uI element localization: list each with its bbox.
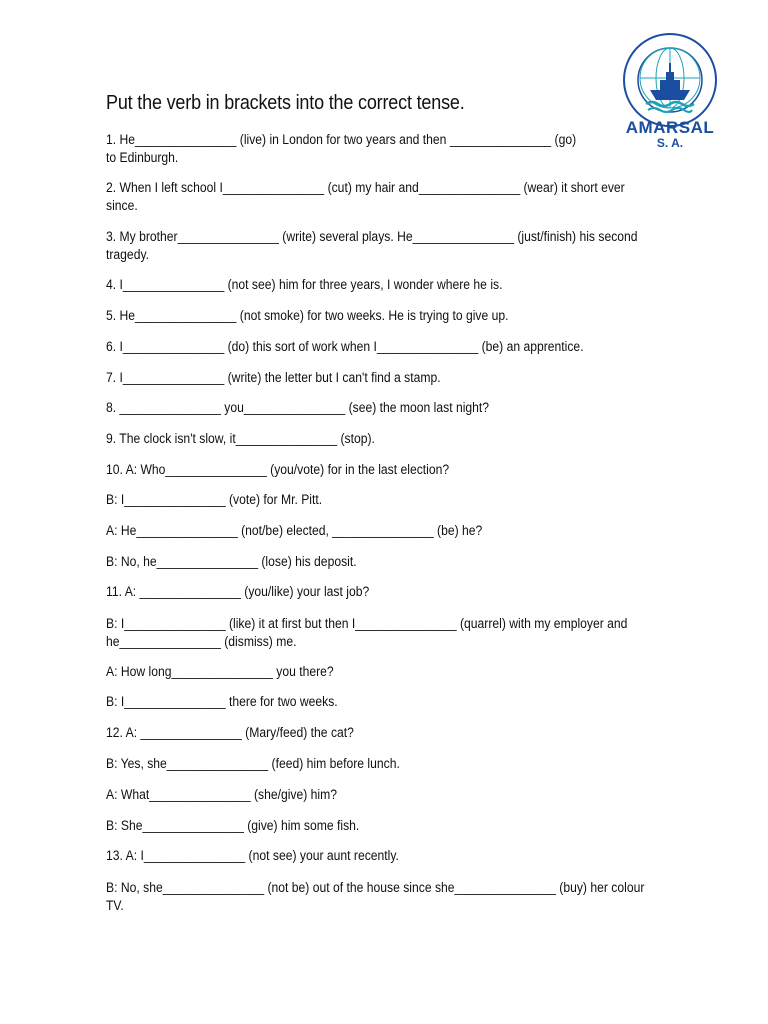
exercise-line: 13. A: I_______________ (not see) your aunt recently.: [106, 848, 399, 863]
exercise-line: 8. _______________ you_______________ (see) the moon last night?: [106, 400, 490, 415]
exercise-line: B: I_______________ (vote) for Mr. Pitt.: [106, 492, 323, 507]
exercise-line: 1. He_______________ (live) in London for two years and then _______________ (go): [106, 132, 577, 147]
exercise-line: TV.: [106, 898, 124, 913]
exercise-line: 11. A: _______________ (you/like) your last job?: [106, 584, 370, 599]
exercise-line: he_______________ (dismiss) me.: [106, 634, 297, 649]
exercise-line: B: She_______________ (give) him some fish.: [106, 818, 360, 833]
exercise-line: B: I_______________ (like) it at first but then I_______________ (quarrel) with my employer and: [106, 616, 628, 631]
exercise-line: A: What_______________ (she/give) him?: [106, 787, 338, 802]
exercise-line: 7. I_______________ (write) the letter but I can't find a stamp.: [106, 370, 441, 385]
exercise-line: 4. I_______________ (not see) him for three years, I wonder where he is.: [106, 277, 503, 292]
page-title: Put the verb in brackets into the correct tense.: [106, 92, 465, 114]
exercise-line: 10. A: Who_______________ (you/vote) for in the last election?: [106, 462, 450, 477]
exercise-line: B: No, she_______________ (not be) out of the house since she_______________ (buy) her colour: [106, 880, 645, 895]
exercise-line: since.: [106, 198, 138, 213]
logo-brand-name: AMARSAL: [625, 118, 715, 137]
exercise-line: 9. The clock isn't slow, it_______________ (stop).: [106, 431, 375, 446]
exercise-line: B: I_______________ there for two weeks.: [106, 694, 338, 709]
exercise-line: 5. He_______________ (not smoke) for two weeks. He is trying to give up.: [106, 308, 509, 323]
exercise-line: 3. My brother_______________ (write) several plays. He_______________ (just/finish) his second: [106, 229, 638, 244]
exercise-line: B: No, he_______________ (lose) his deposit.: [106, 554, 357, 569]
exercise-line: 12. A: _______________ (Mary/feed) the cat?: [106, 725, 354, 740]
exercise-line: tragedy.: [106, 247, 150, 262]
exercise-line: 6. I_______________ (do) this sort of work when I_______________ (be) an apprentice.: [106, 339, 584, 354]
logo-suffix: S. A.: [656, 136, 684, 150]
exercise-line: 2. When I left school I_______________ (cut) my hair and_______________ (wear) it short ever: [106, 180, 625, 195]
logo-wordmark: [622, 118, 718, 150]
exercise-line: A: He_______________ (not/be) elected, _______________ (be) he?: [106, 523, 483, 538]
exercise-line: B: Yes, she_______________ (feed) him before lunch.: [106, 756, 400, 771]
exercise-line: A: How long_______________ you there?: [106, 664, 334, 679]
exercise-line: to Edinburgh.: [106, 150, 179, 165]
